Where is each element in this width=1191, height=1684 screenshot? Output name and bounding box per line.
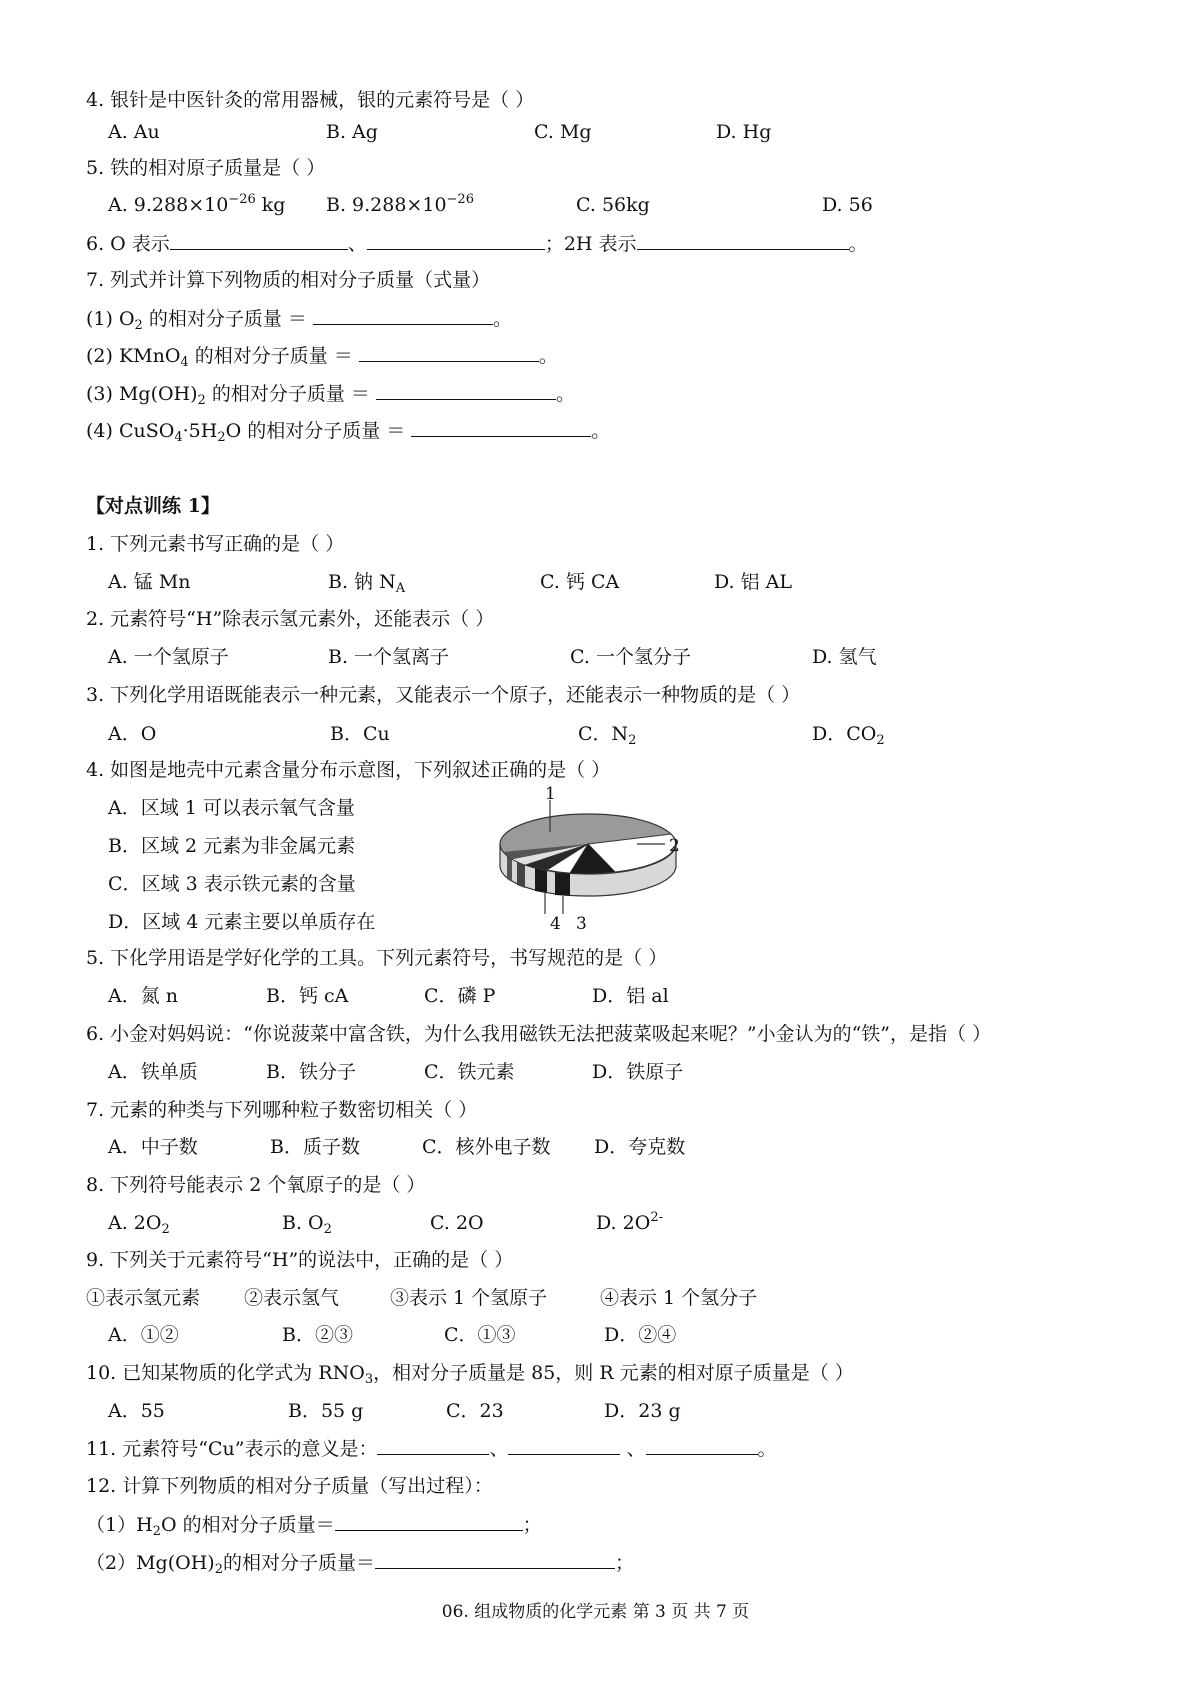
question-4-stem: 4. 银针是中医针灸的常用器械，银的元素符号是（ ） [86, 89, 535, 111]
t6-option-c: C．铁元素 [424, 1061, 515, 1083]
t1-option-a: A. 锰 Mn [108, 571, 191, 593]
pie-label-4: 4 [550, 914, 561, 934]
t10-option-b: B．55 g [288, 1400, 364, 1422]
t6-option-d: D．铁原子 [592, 1061, 684, 1083]
pie-side-stripe-a [517, 862, 525, 888]
t6-option-a: A．铁单质 [108, 1061, 198, 1083]
q7-item-4: (4) $CuSO_4\cdot 5H_2O$ 的相对分子质量 ＝ 。 [86, 420, 611, 445]
t11-blank-2[interactable] [508, 1436, 620, 1455]
t2-option-c: C. 一个氢分子 [570, 646, 691, 668]
q4-option-b: B. Ag [326, 121, 378, 143]
t8-option-c: C. 2O [430, 1212, 484, 1234]
training-9-stem: 9. 下列关于元素符号“H”的说法中，正确的是（ ） [86, 1249, 514, 1271]
t5-option-b: B．钙 cA [266, 985, 349, 1007]
t12-blank-1[interactable] [335, 1512, 523, 1531]
t5-option-c: C．磷 P [424, 985, 496, 1007]
section-title: 【对点训练 1】 [86, 495, 220, 517]
training-6-stem: 6. 小金对妈妈说：“你说菠菜中富含铁，为什么我用磁铁无法把菠菜吸起来呢？”小金认为的“铁”，是指（ ） [86, 1023, 992, 1045]
t7-option-d: D．夸克数 [594, 1136, 686, 1158]
page-footer: 06. 组成物质的化学元素 第 3 页 共 7 页 [441, 1602, 750, 1622]
pie-side-stripe-4 [535, 868, 547, 893]
t5-option-d: D．铝 al [592, 985, 669, 1007]
q6-blank-2[interactable] [367, 231, 545, 250]
training-11: 11. 元素符号“Cu”表示的意义是： 、 、 。 [86, 1438, 777, 1460]
q7-item-1: (1) $O_2$ 的相对分子质量 ＝ 。 [86, 308, 512, 333]
t9-option-c: C．①③ [444, 1324, 516, 1346]
question-5-stem: 5. 铁的相对原子质量是（ ） [86, 157, 326, 179]
training-8-stem: 8. 下列符号能表示 2 个氧原子的是（ ） [86, 1174, 426, 1196]
t10-option-d: D．23 g [604, 1400, 681, 1422]
t5-option-a: A．氮 n [108, 985, 178, 1007]
t4-option-a: A．区域 1 可以表示氧气含量 [108, 797, 355, 819]
pie-label-3: 3 [576, 914, 587, 934]
t3-option-b: B．Cu [330, 723, 390, 745]
q4-option-a: A. Au [108, 121, 160, 143]
t2-option-b: B. 一个氢离子 [328, 646, 450, 668]
q5-option-a: A. $9.288\times 10^{-26}$ kg [108, 192, 286, 216]
t2-option-d: D. 氢气 [812, 646, 877, 668]
t7-option-b: B．质子数 [270, 1136, 360, 1158]
training-3-stem: 3. 下列化学用语既能表示一种元素，又能表示一个原子，还能表示一种物质的是（ ） [86, 684, 801, 706]
q5-option-b: B. $9.288\times 10^{-26}$ [326, 192, 474, 216]
training-7-stem: 7. 元素的种类与下列哪种粒子数密切相关（ ） [86, 1099, 478, 1121]
q6-blank-3[interactable] [637, 231, 849, 250]
q5-option-d: D. 56 [822, 194, 873, 216]
t9-statement-1: ①表示氢元素 [86, 1287, 201, 1309]
pie-side-stripe-3 [555, 872, 570, 896]
crust-element-pie-diagram [495, 782, 685, 932]
q7-blank-1[interactable] [313, 306, 493, 325]
pie-label-1: 1 [545, 784, 556, 804]
t1-option-b: B. 钠 $N_A$ [328, 571, 406, 596]
t9-option-d: D．②④ [604, 1324, 677, 1346]
training-12-stem: 12. 计算下列物质的相对分子质量（写出过程）： [86, 1475, 493, 1497]
t10-option-a: A．55 [108, 1400, 165, 1422]
q6-blank-1[interactable] [170, 231, 348, 250]
t6-option-b: B．铁分子 [266, 1061, 356, 1083]
t2-option-a: A. 一个氢原子 [108, 646, 229, 668]
t11-blank-1[interactable] [377, 1436, 489, 1455]
q7-blank-2[interactable] [359, 343, 539, 362]
q5-option-c: C. 56kg [576, 194, 650, 216]
training-10-stem: 10. 已知某物质的化学式为 $RNO_3$，相对分子质量是 85，则 R 元素的相对原子质量是（ ） [86, 1362, 854, 1387]
question-7-stem: 7. 列式并计算下列物质的相对分子质量（式量） [86, 269, 491, 291]
t12-item-1: $(1)H_2O$ 的相对分子质量＝ ； [86, 1514, 542, 1539]
t12-item-2: $(2)Mg(OH)_2$的相对分子质量＝ ； [86, 1552, 634, 1577]
t11-blank-3[interactable] [646, 1436, 758, 1455]
t12-blank-2[interactable] [375, 1550, 615, 1569]
t3-option-d: D．$CO_2$ [812, 723, 885, 748]
training-5-stem: 5. 下化学用语是学好化学的工具。下列元素符号，书写规范的是（ ） [86, 947, 668, 969]
pie-label-2: 2 [669, 836, 680, 856]
training-1-stem: 1. 下列元素书写正确的是（ ） [86, 533, 345, 555]
t7-option-a: A．中子数 [108, 1136, 198, 1158]
q7-blank-4[interactable] [411, 418, 591, 437]
t4-option-d: D．区域 4 元素主要以单质存在 [108, 911, 376, 933]
t8-option-d: D. $2O^{2-}$ [596, 1210, 663, 1234]
pie-side-stripe-b [507, 856, 512, 882]
t8-option-b: B. $O_2$ [282, 1212, 332, 1237]
t9-option-a: A．①② [108, 1324, 179, 1346]
q7-item-3: (3) $Mg(OH)_2$ 的相对分子质量 ＝ 。 [86, 383, 575, 408]
t4-option-b: B．区域 2 元素为非金属元素 [108, 835, 356, 857]
t1-option-c: C. 钙 CA [540, 571, 620, 593]
training-2-stem: 2. 元素符号“H”除表示氢元素外，还能表示（ ） [86, 608, 495, 630]
t9-statement-4: ④表示 1 个氢分子 [600, 1287, 758, 1309]
t9-statement-3: ③表示 1 个氢原子 [390, 1287, 548, 1309]
t10-option-c: C．23 [446, 1400, 504, 1422]
q7-blank-3[interactable] [376, 381, 556, 400]
t3-option-a: A．O [108, 723, 157, 745]
q4-option-d: D. Hg [716, 121, 772, 143]
t4-option-c: C．区域 3 表示铁元素的含量 [108, 873, 356, 895]
t8-option-a: A. $2O_2$ [108, 1212, 170, 1237]
t1-option-d: D. 铝 AL [714, 571, 793, 593]
t7-option-c: C．核外电子数 [422, 1136, 551, 1158]
q7-item-2: (2) KMnO$_4$ 的相对分子质量 ＝ 。 [86, 345, 558, 370]
training-4-stem: 4. 如图是地壳中元素含量分布示意图，下列叙述正确的是（ ） [86, 759, 611, 781]
question-6: 6. O 表示 、 ；2H 表示 。 [86, 233, 868, 255]
t3-option-c: C．$N_2$ [578, 723, 637, 748]
t9-statement-2: ②表示氢气 [244, 1287, 340, 1309]
q4-option-c: C. Mg [534, 121, 592, 143]
t9-option-b: B．②③ [282, 1324, 353, 1346]
